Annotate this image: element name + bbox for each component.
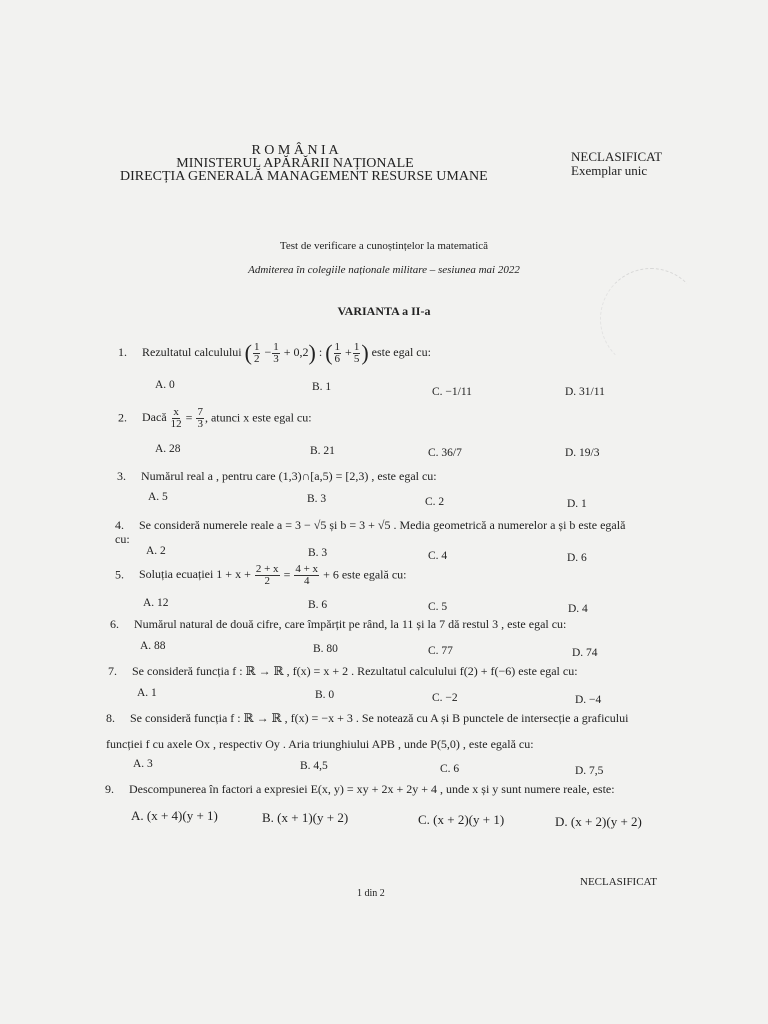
question-text-end: este egal cu: xyxy=(371,344,431,359)
question-number: 9. xyxy=(105,782,114,796)
question-number: 5. xyxy=(115,567,124,582)
option-a: A. 5 xyxy=(148,491,168,503)
classification-label: NECLASIFICAT xyxy=(571,149,663,164)
option-d: D. 4 xyxy=(568,603,588,615)
option-a: A. 0 xyxy=(155,379,175,391)
option-c: C. 77 xyxy=(428,645,453,657)
question-text: Numărul natural de două cifre, care împărțit pe rând, la 11 și la 7 dă restul 3 , este egal cu: xyxy=(134,617,567,631)
option-b: B. 6 xyxy=(308,599,328,611)
question-text: Descompunerea în factori a expresiei E(x, y) = xy + 2x + 2y + 4 , unde x și y sunt numere reale, este: xyxy=(129,782,615,796)
option-b: B. 1 xyxy=(312,381,332,393)
fraction: $\frac{1}{3}$ xyxy=(273,340,279,365)
header-directorate: DIRECȚIA GENERALĂ MANAGEMENT RESURSE UMANE xyxy=(120,169,488,184)
footer-classification: NECLASIFICAT xyxy=(580,876,658,888)
option-c: C. 6 xyxy=(440,763,460,775)
question-text: Numărul real a , pentru care (1,3)∩[a,5) = [2,3) , este egal cu: xyxy=(141,469,437,483)
option-d: D. 7,5 xyxy=(575,765,604,777)
fraction: $\frac{x}{12}$ xyxy=(170,406,182,430)
question-8-cont: funcției f cu axele Ox , respectiv Oy . Aria triunghiului APB , unde P(5,0) , este egală cu: xyxy=(106,737,534,751)
option-c: C. 5 xyxy=(428,601,448,613)
option-b: B. 3 xyxy=(308,547,328,559)
option-b: B. 3 xyxy=(307,493,327,505)
question-5: 5. Soluția ecuației 1 + x + $\frac{2 + x}{2}$ = $\frac{4 + x}{4}$ + 6 este egală cu: xyxy=(115,563,407,587)
question-1: 1. Rezultatul calculului ( $\frac{1}{2}$ − $\frac{1}{3}$ + 0,2) : ( $\frac{1}{6}$ + $\frac{1}{5}$ ) este egal cu: xyxy=(118,340,431,365)
option-d: D. 74 xyxy=(572,647,598,659)
variant-title: VARIANTA a II-a xyxy=(337,304,431,318)
fraction: $\frac{1}{6}$ xyxy=(334,340,341,365)
question-number: 1. xyxy=(118,344,127,359)
question-4-cont: cu: xyxy=(115,532,130,546)
option-a: A. 3 xyxy=(133,758,153,770)
option-c: C. 4 xyxy=(428,550,448,562)
question-3 xyxy=(117,469,437,484)
option-a: A. 12 xyxy=(143,597,169,609)
question-2: 2. Dacă $\frac{x}{12}$ = $\frac{7}{3}$ , atunci x este egal cu: xyxy=(118,406,312,430)
fraction: $\frac{4 + x}{4}$ xyxy=(295,563,319,587)
question-9 xyxy=(105,782,615,797)
page-number: 1 din 2 xyxy=(357,888,385,899)
question-text: Se consideră funcția f : ℝ → ℝ , f(x) = x + 2 . Rezultatul calculului f(2) + f(−6) este egal cu: xyxy=(132,664,578,678)
option-b: B. 21 xyxy=(310,445,335,457)
question-6 xyxy=(110,617,566,632)
question-number: 6. xyxy=(110,617,119,631)
header-ministry: MINISTERUL APĂRĂRII NAȚIONALE xyxy=(176,156,414,171)
option-a: A. 28 xyxy=(155,443,181,455)
option-a: A. 88 xyxy=(140,640,166,652)
option-c: C. (x + 2)(y + 1) xyxy=(418,812,505,827)
option-a: A. (x + 4)(y + 1) xyxy=(131,808,218,823)
question-text-end: este egală cu: xyxy=(341,567,407,582)
question-text: Se consideră numerele reale a = 3 − √5 și b = 3 + √5 . Media geometrică a numerelor a și b este egală xyxy=(139,518,626,532)
faded-stamp xyxy=(600,268,702,370)
question-4 xyxy=(115,518,625,533)
question-text-end: , atunci x este egal cu: xyxy=(204,410,312,425)
option-c: C. −1/11 xyxy=(432,386,472,398)
option-d: D. 6 xyxy=(567,552,587,564)
question-number: 3. xyxy=(117,469,126,483)
option-d: D. −4 xyxy=(575,694,602,706)
question-8 xyxy=(106,711,628,726)
question-number: 8. xyxy=(106,711,115,725)
question-text: Se consideră funcția f : ℝ → ℝ , f(x) = −x + 3 . Se notează cu A și B punctele de intersecție a graficului xyxy=(130,711,629,725)
question-7 xyxy=(108,664,578,679)
option-a: A. 2 xyxy=(146,545,166,557)
option-a: A. 1 xyxy=(137,687,157,699)
fraction: $\frac{2 + x}{2}$ xyxy=(255,563,279,587)
option-c: C. −2 xyxy=(432,692,458,704)
fraction: $\frac{7}{3}$ xyxy=(197,406,203,430)
fraction: $\frac{1}{2}$ xyxy=(253,340,260,365)
option-d: D. 19/3 xyxy=(565,447,600,459)
option-c: C. 36/7 xyxy=(428,447,462,459)
option-c: C. 2 xyxy=(425,496,445,508)
option-b: B. (x + 1)(y + 2) xyxy=(262,810,349,825)
test-subtitle: Admiterea în colegiile naționale militare – sesiunea mai 2022 xyxy=(248,264,520,276)
option-b: B. 0 xyxy=(315,689,335,701)
fraction: $\frac{1}{5}$ xyxy=(353,340,360,365)
option-d: D. 1 xyxy=(567,498,587,510)
option-d: D. 31/11 xyxy=(565,386,605,398)
option-b: B. 80 xyxy=(313,643,338,655)
question-number: 4. xyxy=(115,518,124,532)
test-title: Test de verificare a cunoștințelor la matematică xyxy=(279,240,489,252)
header-country: R O M Â N I A xyxy=(251,143,339,158)
question-text: Rezultatul calculului xyxy=(142,344,242,359)
header-block xyxy=(120,143,488,184)
option-d: D. (x + 2)(y + 2) xyxy=(555,814,642,829)
question-text: Soluția ecuației 1 + x + xyxy=(139,567,251,582)
question-text: Dacă xyxy=(142,410,167,425)
option-b: B. 4,5 xyxy=(300,760,328,772)
question-number: 2. xyxy=(118,410,127,425)
copy-label: Exemplar unic xyxy=(571,163,648,178)
classification-block xyxy=(571,150,662,178)
question-number: 7. xyxy=(108,664,117,678)
